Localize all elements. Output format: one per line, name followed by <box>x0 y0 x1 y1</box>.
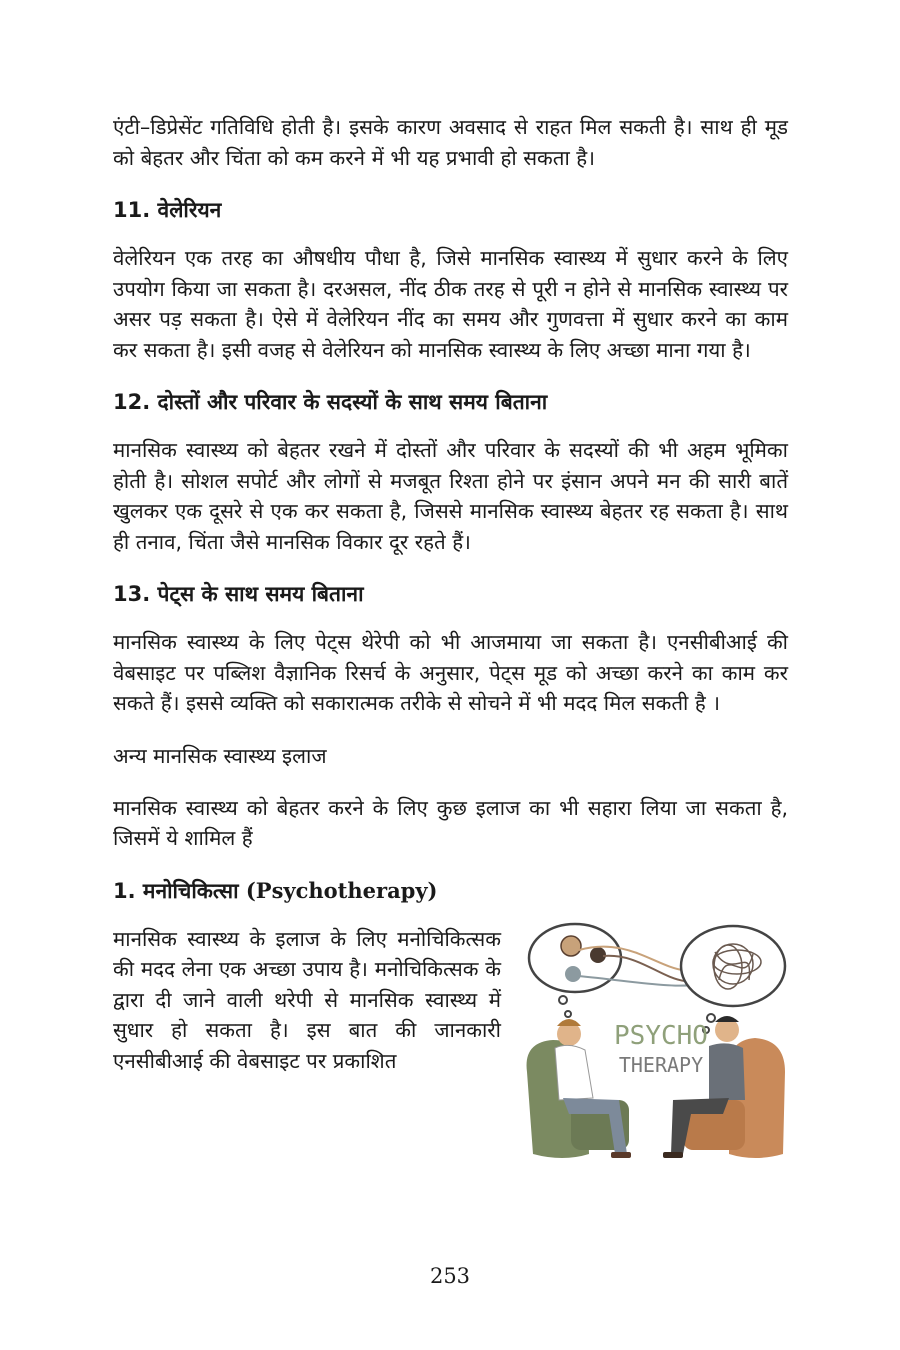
other-treatments-heading: अन्य मानसिक स्वास्थ्य इलाज <box>113 743 327 768</box>
page-number: 253 <box>429 1264 471 1288</box>
psychotherapy-body: मानसिक स्वास्थ्य के इलाज के लिए मनोचिकित्सक की मदद लेना एक अच्छा उपाय है। मनोचिकित्सक के द्वारा दी जाने वाली थरेपी से मानसिक स्वास्थ्य में सुधार हो सकता है। इस बात की जानकारी एनसीबीआई की वेबसाइट पर प्रकाशित <box>113 926 501 1073</box>
section-12-heading: 12. दोस्तों और परिवार के सदस्यों के साथ समय बिताना <box>113 390 548 414</box>
psychotherapy-heading <box>113 876 788 906</box>
illustration-text-psycho: PSYCHO <box>614 1020 708 1051</box>
section-11-heading: 11. वेलेरियन <box>113 198 222 222</box>
illustration-text-therapy: THERAPY <box>618 1052 704 1077</box>
section-13-body: मानसिक स्वास्थ्य के लिए पेट्स थेरेपी को भी आजमाया जा सकता है। एनसीबीआई की वेबसाइट पर पब्लिश वैज्ञानिक रिसर्च के अनुसार, पेट्स मूड को अच्छा करने का काम कर सकते हैं। इससे व्यक्ति को सकारात्मक तरीके से सोचने में भी मदद मिल सकती है । <box>113 630 788 715</box>
right-thought-bubble <box>681 926 785 1033</box>
page-content <box>113 112 788 1154</box>
section-11-body: वेलेरियन एक तरह का औषधीय पौधा है, जिसे मानसिक स्वास्थ्य में सुधार करने के लिए उपयोग किया जा सकता है। दरअसल, नींद ठीक तरह से पूरी न होने से मानसिक स्वास्थ्य पर असर पड़ सकता है। ऐसे में वेलेरियन नींद का समय और गुणवत्ता में सुधार करने का काम कर सकता है। इसी वजह से वेलेरियन को मानसिक स्वास्थ्य के लिए अच्छा माना गया है। <box>113 246 788 362</box>
section-13-heading: 13. पेट्स के साथ समय बिताना <box>113 582 364 606</box>
intro-paragraph: एंटी–डिप्रेसेंट गतिविधि होती है। इसके कारण अवसाद से राहत मिल सकती है। साथ ही मूड को बेहतर और चिंता को कम करने में भी यह प्रभावी हो सकता है। <box>113 115 788 170</box>
psychotherapy-section <box>113 924 788 1154</box>
other-treatments-body: मानसिक स्वास्थ्य को बेहतर करने के लिए कुछ इलाज का भी सहारा लिया जा सकता है, जिसमें ये शामिल हैं <box>113 795 788 850</box>
left-thought-bubble <box>529 924 621 1017</box>
psychotherapy-heading-hindi: 1. मनोचिकित्सा <box>113 878 239 903</box>
psychotherapy-illustration <box>523 922 791 1168</box>
psychotherapy-heading-latin: (Psychotherapy) <box>245 877 438 903</box>
section-12-body: मानसिक स्वास्थ्य को बेहतर रखने में दोस्तों और परिवार के सदस्यों की भी अहम भूमिका होती है। सोशल सपोर्ट और लोगों से मजबूत रिश्ता होने पर इंसान अपने मन की सारी बातें खुलकर एक दूसरे से एक कर सकता है, जिससे मानसिक स्वास्थ्य बेहतर रह सकता है। साथ ही तनाव, चिंता जैसे मानसिक विकार दूर रहते हैं। <box>113 438 788 554</box>
